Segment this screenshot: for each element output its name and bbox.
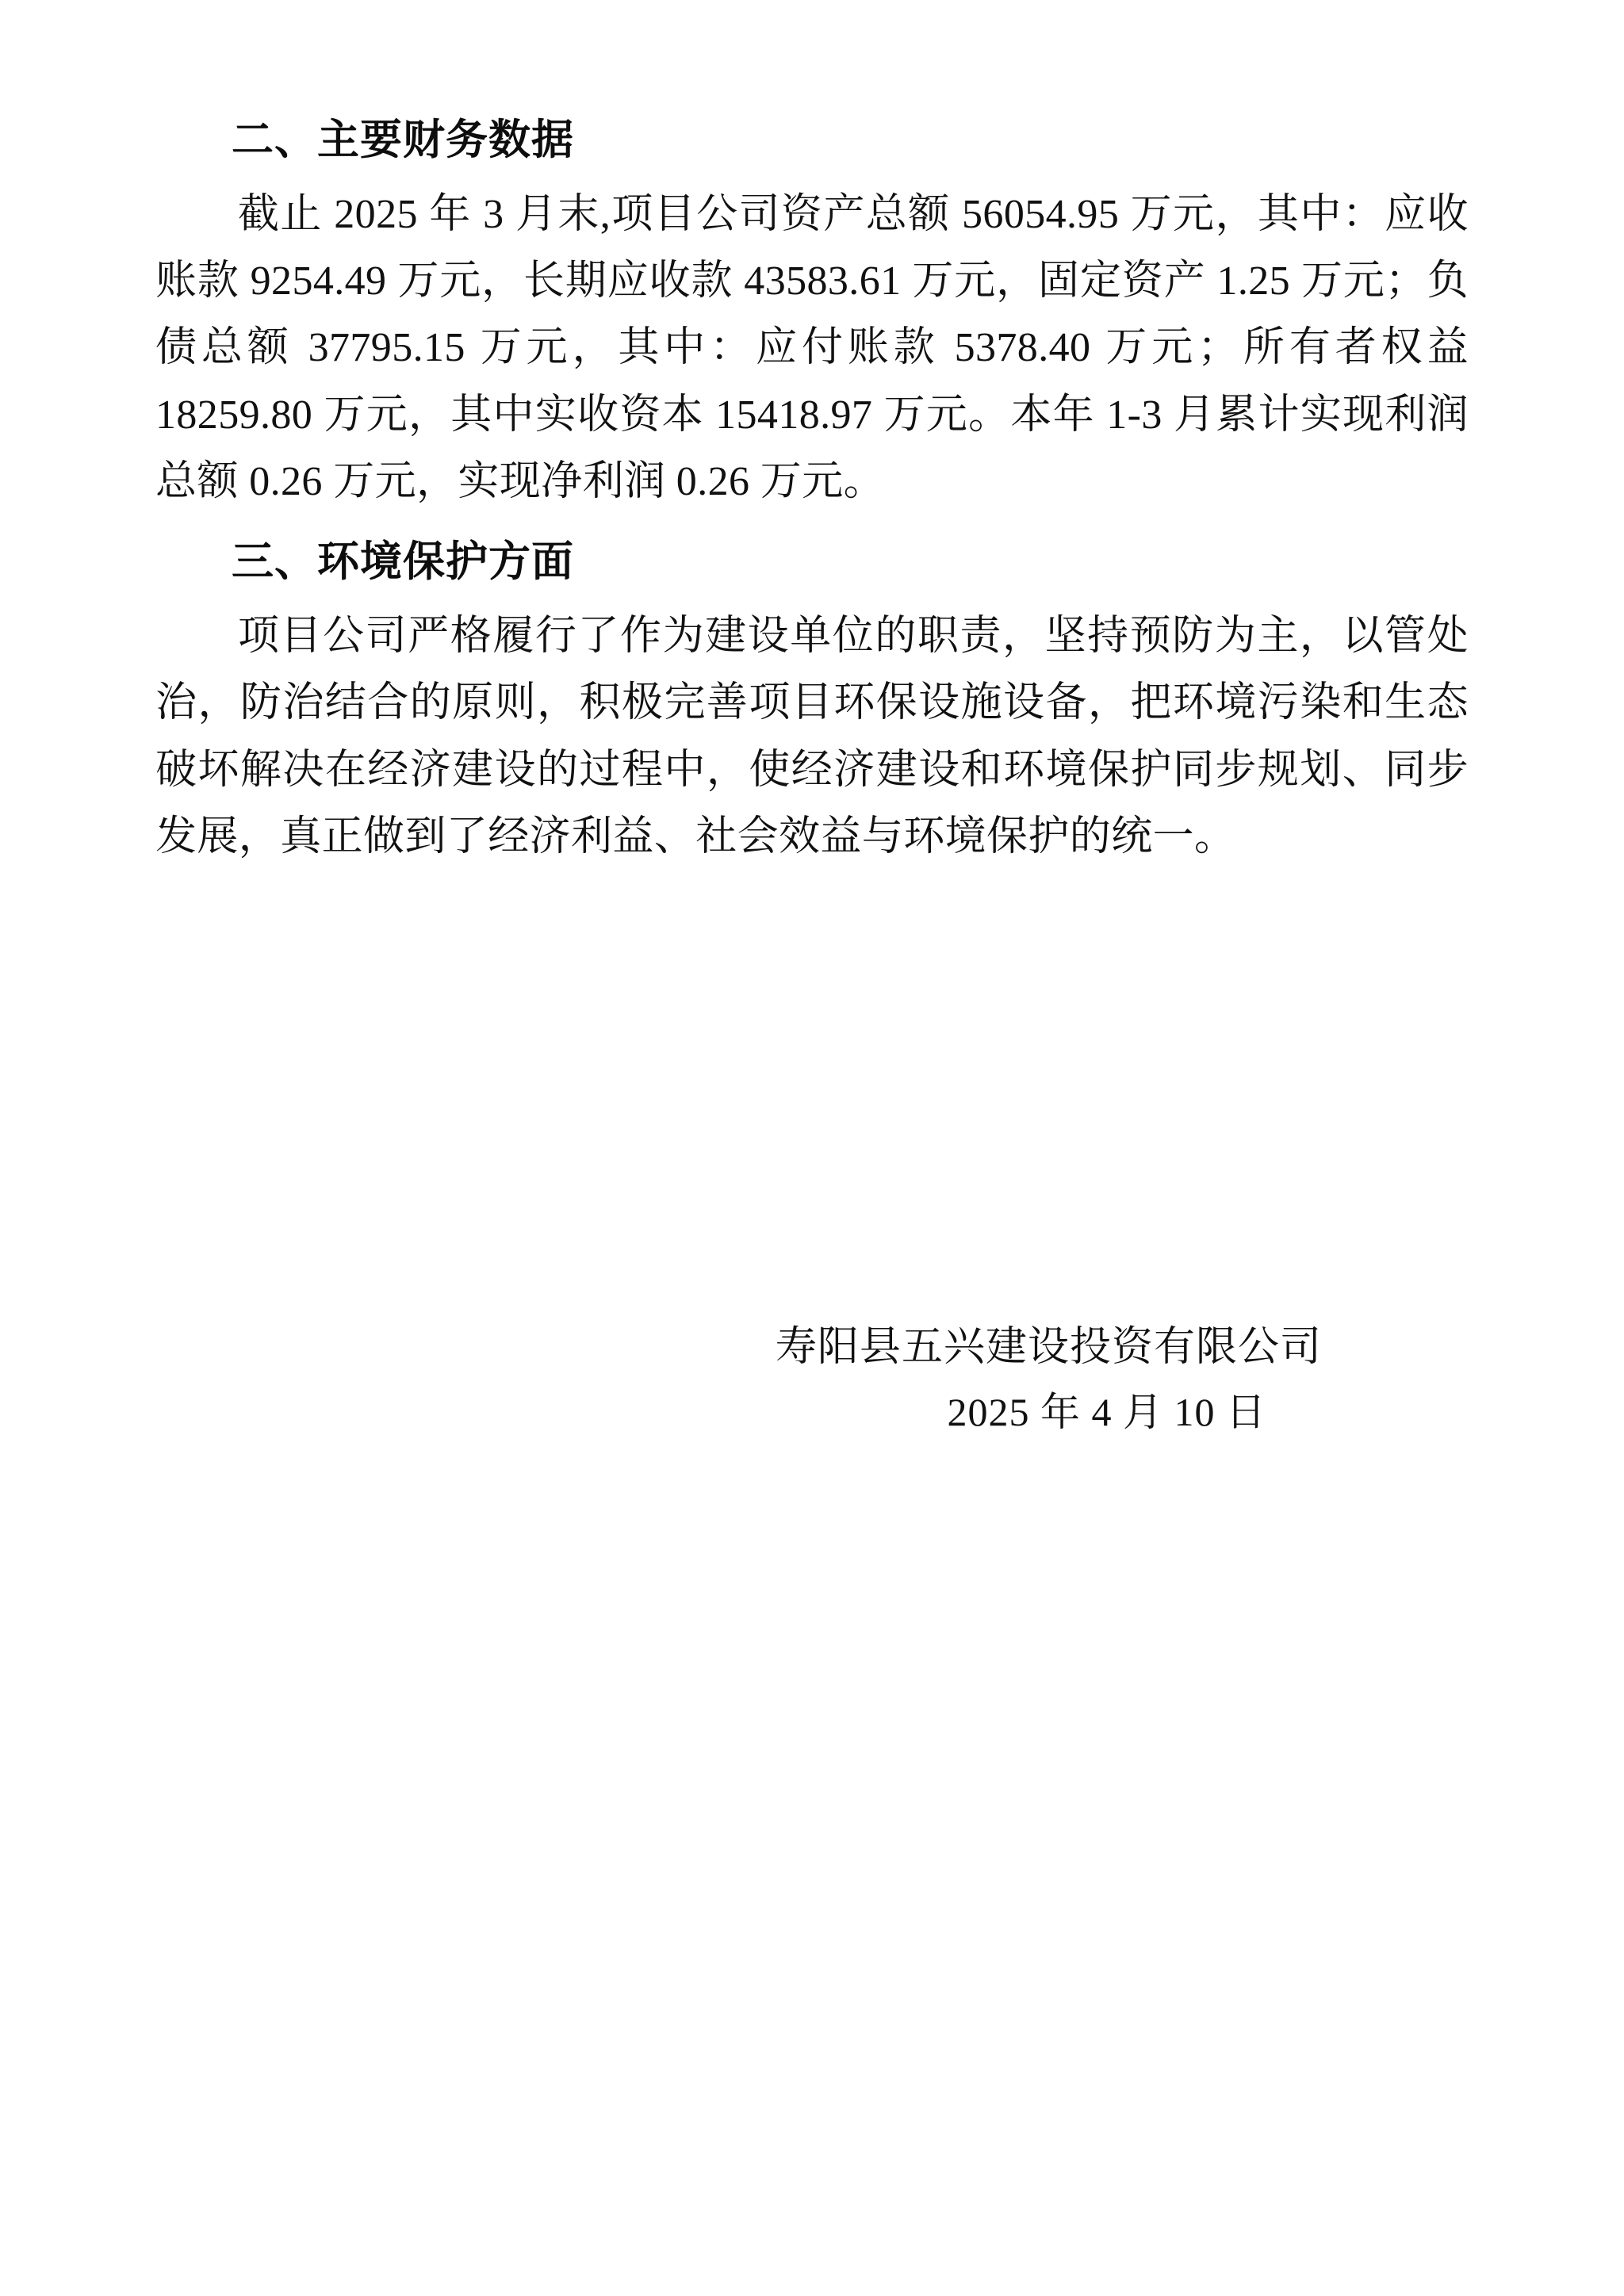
signature-date: 2025 年 4 月 10 日 — [947, 1390, 1266, 1435]
paragraph-environmental-protection: 项目公司严格履行了作为建设单位的职责，坚持预防为主，以管处治，防治结合的原则，积极完善项目环保设施设备，把环境污染和生态破坏解决在经济建设的过程中，使经济建设和环境保护同步规划、同步发展，真正做到了经济利益、社会效益与环境保护的统一。 — [155, 614, 1469, 859]
section-heading-financial-data: 二、主要财务数据 — [232, 117, 574, 163]
signature-block — [155, 1314, 1469, 1444]
section-heading-environmental-protection: 三、环境保护方面 — [232, 538, 574, 586]
signature-organization: 寿阳县五兴建设投资有限公司 — [775, 1325, 1322, 1371]
document-body — [155, 119, 1469, 1444]
paragraph-financial-data: 截止 2025 年 3 月末,项目公司资产总额 56054.95 万元，其中：应收账款 9254.49 万元，长期应收款 43583.61 万元，固定资产 1.25 万元；负债总额 37795.15 万元，其中：应付账款 5378.40 万元；所有者权益 18259.80 万元，其中实收资本 15418.97 万元。本年 1-3 月累计实现利润总额 0.26 万元，实现净利润 0.26 万元。 — [155, 192, 1469, 504]
